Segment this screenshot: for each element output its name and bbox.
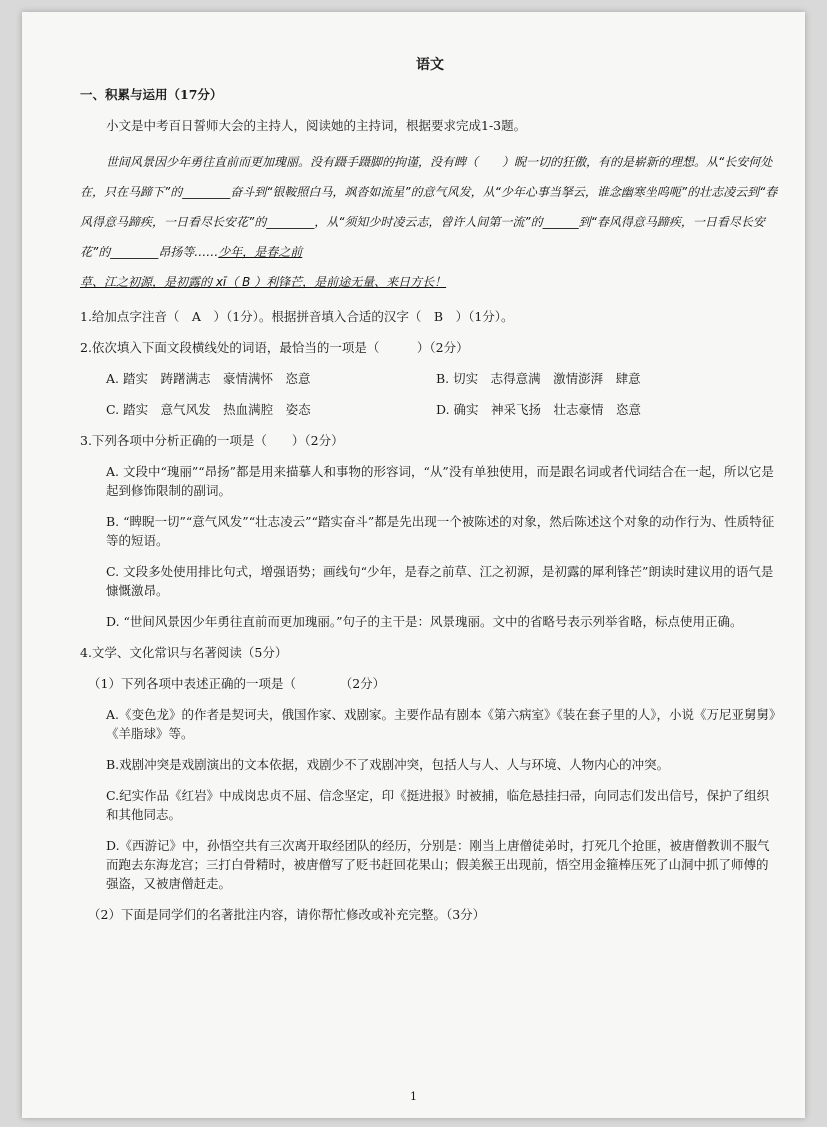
- exam-page: [22, 12, 805, 1118]
- option-c: C. 踏实 意气风发 热血满腔 姿态: [106, 402, 311, 417]
- passage-text: 世间风景因少年勇往直前而更加瑰丽。没有蹑手蹑脚的拘谨，没有睥（ ）睨一切的狂傲，有的是崭新的理想。从“长安何处在，只在马蹄下”的________奋斗到“银鞍照白马，飒沓如流星”的意气风发，从“少年心事当拏云，谁念幽寒坐呜呃”的壮志凌云到“春风得意马蹄疾，一日看尽长安花”的________，从“须知少时凌云志，曾许人间第一流”的______到“春风得意马蹄疾，一日看尽长安花”的________昂扬等……: [80, 155, 778, 259]
- question-2-stem: 2.依次填入下面文段横线处的词语，最恰当的一项是（ ）（2分）: [80, 340, 469, 355]
- question-4-option-a: A.《变色龙》的作者是契诃夫，俄国作家、戏剧家。主要作品有剧本《第六病室》《装在套子里的人》，小说《万尼亚舅舅》《羊脂球》等。: [106, 707, 776, 741]
- section-intro: 小文是中考百日誓师大会的主持人，阅读她的主持词，根据要求完成1-3题。: [106, 118, 527, 133]
- question-4-sub2: （2）下面是同学们的名著批注内容，请你帮忙修改或补充完整。（3分）: [88, 907, 486, 922]
- option-b: B. 切实 志得意满 激情澎湃 肆意: [436, 371, 641, 386]
- option-d: D. 确实 神采飞扬 壮志豪情 恣意: [436, 402, 642, 417]
- page-content: [80, 56, 780, 936]
- underlined-sentence-part2: 草、江之初源，是初露的 xī（ B ）利锋芒，是前途无量、来日方长！: [80, 275, 447, 289]
- option-a: A. 踏实 踌躇满志 豪情满怀 恣意: [106, 371, 311, 386]
- question-3-option-d: D. “世间风景因少年勇往直前而更加瑰丽。”句子的主干是：风景瑰丽。文中的省略号表示列举省略，标点使用正确。: [106, 614, 743, 629]
- handwritten-passage: [80, 147, 780, 297]
- question-3-option-b: B. “睥睨一切”“意气风发”“壮志凌云”“踏实奋斗”都是先出现一个被陈述的对象，然后陈述这个对象的动作行为、性质特征等的短语。: [106, 514, 775, 548]
- question-4-sub1: （1）下列各项中表述正确的一项是（ （2分）: [88, 676, 386, 691]
- question-2-options-row2: [106, 400, 780, 419]
- question-3-option-c: C. 文段多处使用排比句式，增强语势；画线句“少年，是春之前草、江之初源，是初露的犀利锋芒”朗读时建议用的语气是慷慨激昂。: [106, 564, 774, 598]
- page-title: 语文: [416, 57, 444, 73]
- question-4-option-c: C.纪实作品《红岩》中成岗忠贞不屈、信念坚定，印《挺进报》时被捕，临危悬挂扫帚，向同志们发出信号，保护了组织和其他同志。: [106, 788, 770, 822]
- question-4-option-d: D.《西游记》中，孙悟空共有三次离开取经团队的经历，分别是：刚当上唐僧徒弟时，打死几个抢匪，被唐僧教训不服气而跑去东海龙宫；三打白骨精时，被唐僧写了贬书赶回花果山；假美猴王出现前，悟空用金箍棒压死了山洞中抓了师傅的强盗，又被唐僧赶走。: [106, 838, 770, 891]
- question-1: 1.给加点字注音（ A ）（1分）。根据拼音填入合适的汉字（ B ）（1分）。: [80, 309, 514, 324]
- question-2-options-row1: [106, 369, 780, 388]
- underlined-sentence-part1: 少年，是春之前: [218, 245, 303, 259]
- question-4-option-b: B.戏剧冲突是戏剧演出的文本依据，戏剧少不了戏剧冲突，包括人与人、人与环境、人物内心的冲突。: [106, 757, 670, 772]
- question-3-option-a: A. 文段中“瑰丽”“昂扬”都是用来描摹人和事物的形容词，“从”没有单独使用，而是跟名词或者代词结合在一起，所以它是起到修饰限制的副词。: [106, 464, 774, 498]
- question-4-stem: 4.文学、文化常识与名著阅读（5分）: [80, 645, 288, 660]
- question-3-stem: 3.下列各项中分析正确的一项是（ ）（2分）: [80, 433, 344, 448]
- page-number: 1: [410, 1090, 417, 1103]
- section-heading: 一、积累与运用（17分）: [80, 87, 223, 102]
